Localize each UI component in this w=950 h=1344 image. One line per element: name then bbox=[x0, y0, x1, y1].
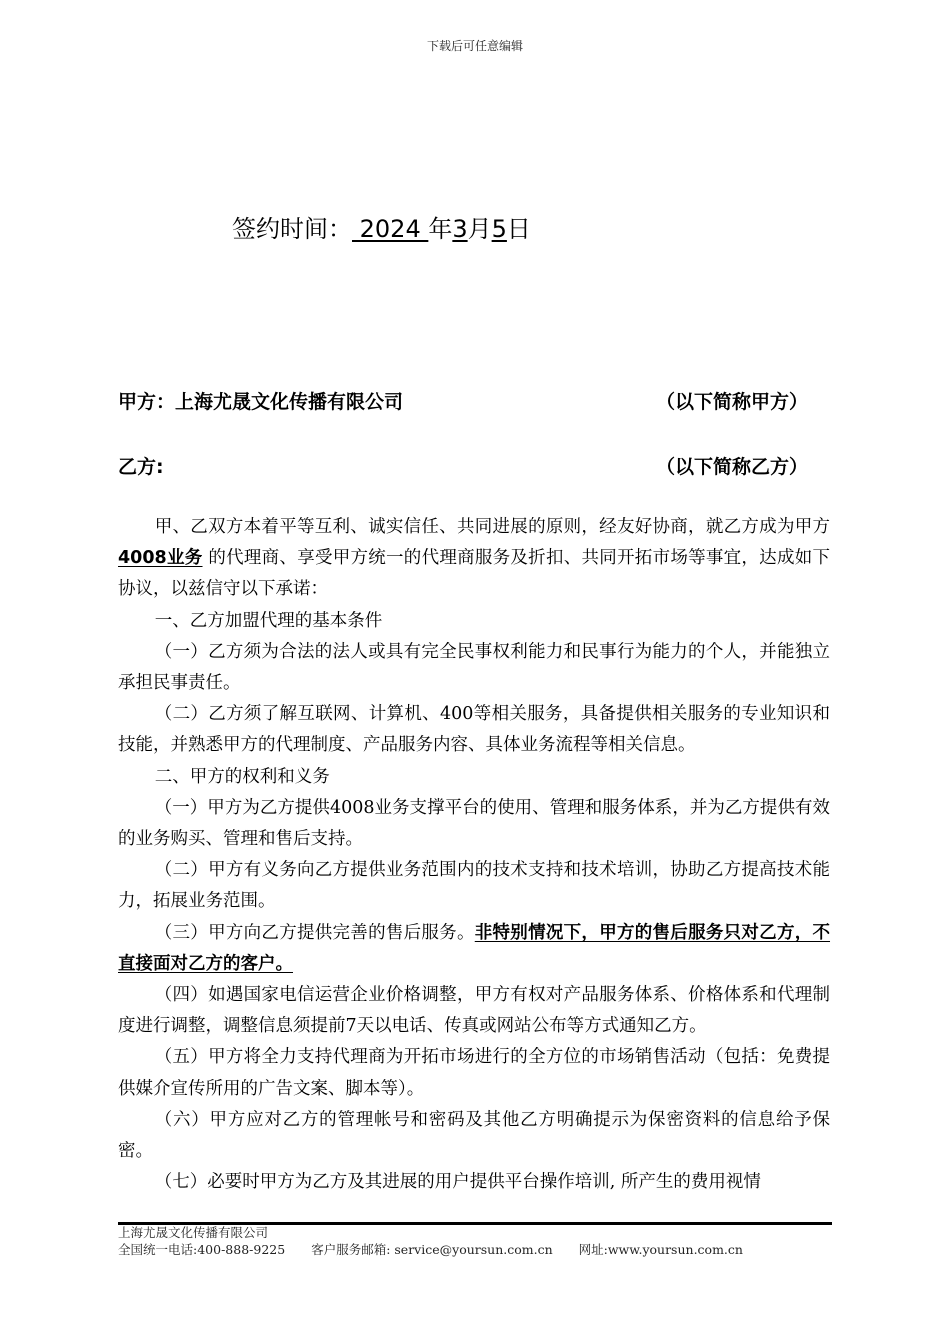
section-2-item-7: （七）必要时甲方为乙方及其进展的用户提供平台操作培训, 所产生的费用视情 bbox=[154, 1172, 761, 1193]
section-2-item-2: （二）甲方有义务向乙方提供业务范围内的技术支持和技术培训，协助乙方提高技术能力，拓展业务范围。 bbox=[118, 860, 830, 912]
intro-service-name: 4008业务 bbox=[118, 548, 203, 569]
sign-date-month: 3 bbox=[452, 215, 468, 243]
sign-date-day-unit: 日 bbox=[506, 215, 531, 243]
sign-date-month-unit: 月 bbox=[467, 215, 492, 243]
party-a-alias: （以下简称甲方） bbox=[655, 391, 808, 413]
footer-company: 上海尤晟文化传播有限公司 bbox=[118, 1225, 269, 1240]
footer-contact-row bbox=[118, 1241, 769, 1258]
header-note: 下载后可任意编辑 bbox=[426, 39, 523, 53]
section-2-item-6: （六）甲方应对乙方的管理帐号和密码及其他乙方明确提示为保密资料的信息给予保密。 bbox=[118, 1109, 830, 1162]
intro-paragraph bbox=[118, 512, 830, 606]
party-b-alias: （以下简称乙方） bbox=[655, 456, 808, 478]
party-a-name: 甲方：上海尤晟文化传播有限公司 bbox=[118, 391, 404, 413]
section-2-item-4: （四）如遇国家电信运营企业价格调整，甲方有权对产品服务体系、价格体系和代理制度进行调整，调整信息须提前7天以电话、传真或网站公布等方式通知乙方。 bbox=[118, 985, 830, 1037]
section-2-item-3-text: （三）甲方向乙方提供完善的售后服务。 bbox=[154, 922, 475, 943]
page-footer bbox=[118, 1224, 769, 1258]
section-2-title: 二、甲方的权利和义务 bbox=[154, 766, 330, 787]
intro-text-post: 的代理商、享受甲方统一的代理商服务及折扣、共同开拓市场等事宜，达成如下协议，以兹信守以下承诺： bbox=[118, 548, 830, 600]
footer-email: 客户服务邮箱: service@yoursun.com.cn bbox=[311, 1242, 553, 1257]
sign-date-day: 5 bbox=[491, 215, 507, 243]
footer-website: 网址:www.yoursun.com.cn bbox=[578, 1242, 743, 1257]
agreement-body bbox=[118, 512, 830, 1198]
section-1-item-2: （二）乙方须了解互联网、计算机、400等相关服务，具备提供相关服务的专业知识和技能，并熟悉甲方的代理制度、产品服务内容、具体业务流程等相关信息。 bbox=[118, 704, 830, 756]
section-1-item-1: （一）乙方须为合法的法人或具有完全民事权利能力和民事行为能力的个人，并能独立承担民事责任。 bbox=[118, 641, 830, 694]
sign-date bbox=[232, 209, 531, 244]
footer-phone: 全国统一电话:400-888-9225 bbox=[118, 1242, 286, 1257]
section-2-item-3-emphasis: 非特别情况下，甲方的售后服务只对乙方，不直接面对乙方的客户。 bbox=[118, 922, 831, 974]
section-2-item-1: （一）甲方为乙方提供4008业务支撑平台的使用、管理和服务体系，并为乙方提供有效的业务购买、管理和售后支持。 bbox=[118, 797, 830, 850]
sign-date-year: 2024 bbox=[352, 215, 429, 243]
intro-text-pre: 甲、乙双方本着平等互利、诚实信任、共同进展的原则，经友好协商，就乙方成为甲方 bbox=[154, 517, 830, 537]
section-1-title: 一、乙方加盟代理的基本条件 bbox=[154, 610, 383, 631]
section-2-item-3 bbox=[118, 918, 830, 980]
sign-date-label: 签约时间： bbox=[232, 215, 352, 243]
sign-date-year-unit: 年 bbox=[428, 215, 453, 243]
section-2-item-5: （五）甲方将全力支持代理商为开拓市场进行的全方位的市场销售活动（包括：免费提供媒介宣传所用的广告文案、脚本等）。 bbox=[118, 1047, 830, 1099]
party-b-name: 乙方: bbox=[118, 456, 164, 478]
